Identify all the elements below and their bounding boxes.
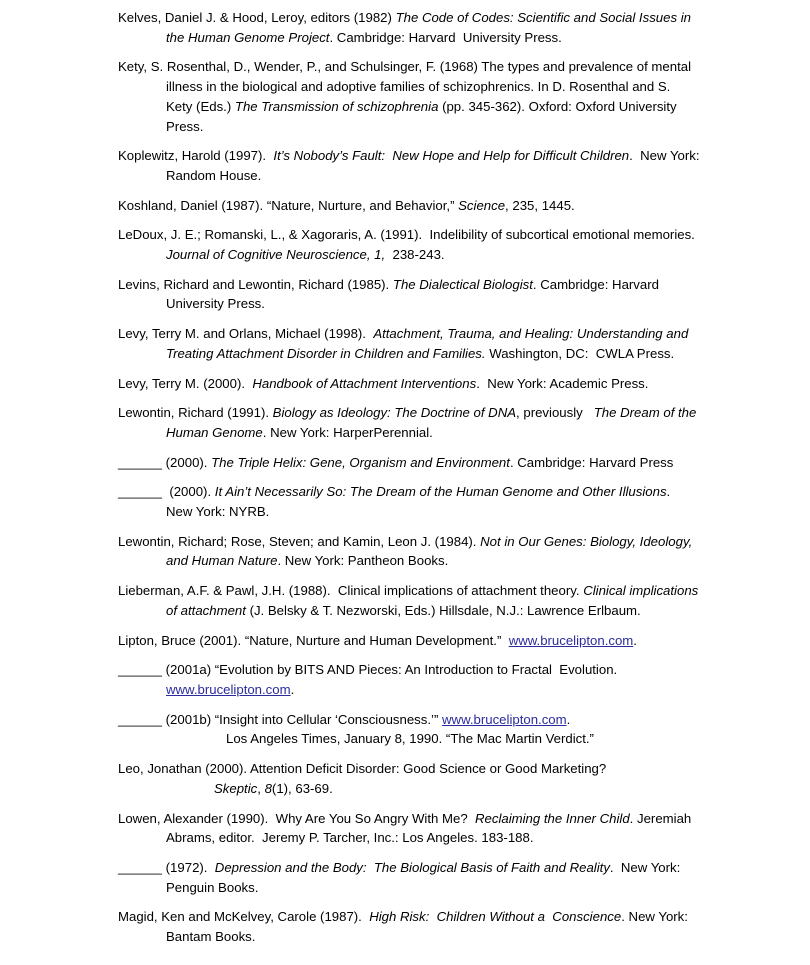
italic-title-text: Depression and the Body: The Biological Basis of Faith and Reality bbox=[214, 859, 610, 875]
reference-entry bbox=[118, 196, 700, 216]
reference-text: Kety, S. Rosenthal, D., Wender, P., and Schulsinger, F. (1968) The types and prevalence of mental illness in the biological and adoptive families of schizophrenics. In D. Rosenthal and S. Kety (Eds.) bbox=[118, 59, 695, 114]
reference-text: Washington, DC: CWLA Press. bbox=[485, 345, 675, 361]
reference-entry bbox=[118, 759, 700, 798]
reference-entry bbox=[118, 532, 700, 571]
reference-entry bbox=[118, 57, 700, 136]
italic-title-text: It Ain’t Necessarily So: The Dream of the Human Genome and Other Illusions bbox=[214, 484, 667, 500]
reference-text: (1), 63-69. bbox=[271, 780, 333, 796]
italic-title-text: The Dream of the Human Genome bbox=[166, 405, 701, 440]
reference-text: . bbox=[566, 711, 571, 727]
italic-title-text: Biology as Ideology: The Doctrine of DNA bbox=[272, 405, 517, 421]
reference-text: . New York: HarperPerennial. bbox=[262, 424, 433, 440]
italic-title-text: Science bbox=[458, 197, 506, 213]
italic-title-text: The Dialectical Biologist bbox=[392, 276, 533, 292]
reference-text: Levy, Terry M. and Orlans, Michael (1998). bbox=[118, 326, 374, 342]
reference-entry bbox=[118, 403, 700, 442]
reference-entry bbox=[118, 907, 700, 946]
italic-title-text: 8 bbox=[264, 780, 272, 796]
external-link[interactable]: www.brucelipton.com bbox=[442, 711, 567, 727]
reference-text: (J. Belsky & T. Nezworski, Eds.) Hillsdale, N.J.: Lawrence Erlbaum. bbox=[245, 602, 641, 618]
italic-title-text: Reclaiming the Inner Child bbox=[475, 810, 630, 826]
reference-text: , 235, 1445. bbox=[505, 197, 575, 213]
reference-text: ______ (1972). bbox=[118, 859, 215, 875]
reference-text: . New York: Random House. bbox=[166, 148, 707, 183]
reference-entry bbox=[118, 710, 700, 749]
reference-text: Lipton, Bruce (2001). “Nature, Nurture and Human Development.” bbox=[118, 632, 509, 648]
reference-text: Lewontin, Richard; Rose, Steven; and Kamin, Leon J. (1984). bbox=[118, 533, 481, 549]
reference-extra-line: Los Angeles Times, January 8, 1990. “The Mac Martin Verdict.” bbox=[226, 731, 594, 747]
external-link[interactable]: www.brucelipton.com bbox=[166, 681, 291, 697]
reference-text: LeDoux, J. E.; Romanski, L., & Xagoraris, A. (1991). Indelibility of subcortical emotional memories. bbox=[118, 227, 699, 243]
reference-entry bbox=[118, 225, 700, 264]
italic-title-text: The Triple Helix: Gene, Organism and Environment bbox=[211, 454, 510, 470]
italic-title-text: Handbook of Attachment Interventions bbox=[252, 375, 477, 391]
reference-text: Koshland, Daniel (1987). “Nature, Nurture, and Behavior,” bbox=[118, 197, 459, 213]
reference-text: Kelves, Daniel J. & Hood, Leroy, editors (1982) bbox=[118, 10, 396, 25]
italic-title-text: It’s Nobody’s Fault: New Hope and Help for Difficult Children bbox=[273, 148, 630, 164]
external-link[interactable]: www.brucelipton.com bbox=[508, 632, 634, 648]
reference-entry bbox=[118, 275, 700, 314]
italic-title-text: Skeptic bbox=[214, 780, 258, 796]
reference-text: ______ (2001b) “Insight into Cellular ‘Consciousness.’” bbox=[118, 711, 443, 727]
reference-text: (pp. 345-362). Oxford: Oxford University Press. bbox=[166, 98, 681, 134]
reference-entry bbox=[118, 660, 700, 699]
reference-list bbox=[118, 8, 707, 947]
reference-entry bbox=[118, 146, 707, 185]
reference-entry bbox=[118, 631, 700, 651]
reference-text: Lieberman, A.F. & Pawl, J.H. (1988). Clinical implications of attachment theory. bbox=[118, 583, 584, 599]
reference-text: . New York: Bantam Books. bbox=[166, 909, 696, 945]
italic-title-text: High Risk: Children Without a Conscience bbox=[369, 909, 622, 925]
reference-text: ______ (2001a) “Evolution by BITS AND Pieces: An Introduction to Fractal Evolution. bbox=[118, 662, 621, 678]
italic-title-text: Clinical implications of attachment bbox=[166, 583, 702, 618]
reference-text: . Cambridge: Harvard University Press. bbox=[166, 276, 663, 312]
reference-entry bbox=[118, 374, 700, 394]
reference-text: . New York: NYRB. bbox=[166, 484, 674, 520]
reference-text: ______ (2000). bbox=[118, 454, 212, 470]
reference-text: . Cambridge: Harvard University Press. bbox=[329, 29, 562, 45]
reference-text: . Cambridge: Harvard Press bbox=[509, 454, 674, 470]
reference-text: Levins, Richard and Lewontin, Richard (1985). bbox=[118, 276, 393, 292]
reference-entry bbox=[118, 581, 700, 620]
reference-text: , bbox=[257, 780, 265, 796]
reference-entry bbox=[118, 858, 700, 897]
reference-text: Koplewitz, Harold (1997). bbox=[118, 148, 274, 164]
reference-continuation-line bbox=[166, 779, 700, 799]
italic-title-text: The Code of Codes: Scientific and Social Issues in the Human Genome Project bbox=[166, 10, 695, 45]
reference-text: Magid, Ken and McKelvey, Carole (1987). bbox=[118, 909, 370, 925]
reference-entry bbox=[118, 809, 700, 848]
italic-title-text: Not in Our Genes: Biology, Ideology, and Human Nature bbox=[166, 533, 696, 569]
reference-text: ______ (2000). bbox=[118, 484, 215, 500]
reference-text: . New York: Penguin Books. bbox=[166, 859, 688, 895]
reference-entry bbox=[118, 324, 700, 363]
reference-text: Levy, Terry M. (2000). bbox=[118, 375, 253, 391]
reference-text: , previously bbox=[516, 405, 594, 421]
reference-text: . New York: Academic Press. bbox=[476, 375, 649, 391]
reference-text: . bbox=[633, 632, 637, 648]
reference-text: Leo, Jonathan (2000). Attention Deficit Disorder: Good Science or Good Marketing? bbox=[118, 761, 607, 777]
reference-entry bbox=[118, 482, 700, 521]
reference-text: . New York: Pantheon Books. bbox=[277, 553, 449, 569]
reference-text: Lewontin, Richard (1991). bbox=[118, 405, 273, 421]
italic-title-text: The Transmission of schizophrenia bbox=[234, 98, 439, 114]
reference-entry bbox=[118, 453, 700, 473]
reference-text: . Jeremiah Abrams, editor. Jeremy P. Tarcher, Inc.: Los Angeles. 183-188. bbox=[166, 810, 695, 846]
reference-entry bbox=[118, 8, 700, 47]
reference-text: . bbox=[290, 681, 295, 697]
italic-title-text: Attachment, Trauma, and Healing: Understanding and Treating Attachment Disorder in Children and Families. bbox=[166, 326, 692, 361]
italic-title-text: Journal of Cognitive Neuroscience, 1, bbox=[166, 247, 386, 263]
reference-text: 238-243. bbox=[385, 247, 445, 263]
reference-text: Lowen, Alexander (1990). Why Are You So Angry With Me? bbox=[118, 810, 475, 826]
